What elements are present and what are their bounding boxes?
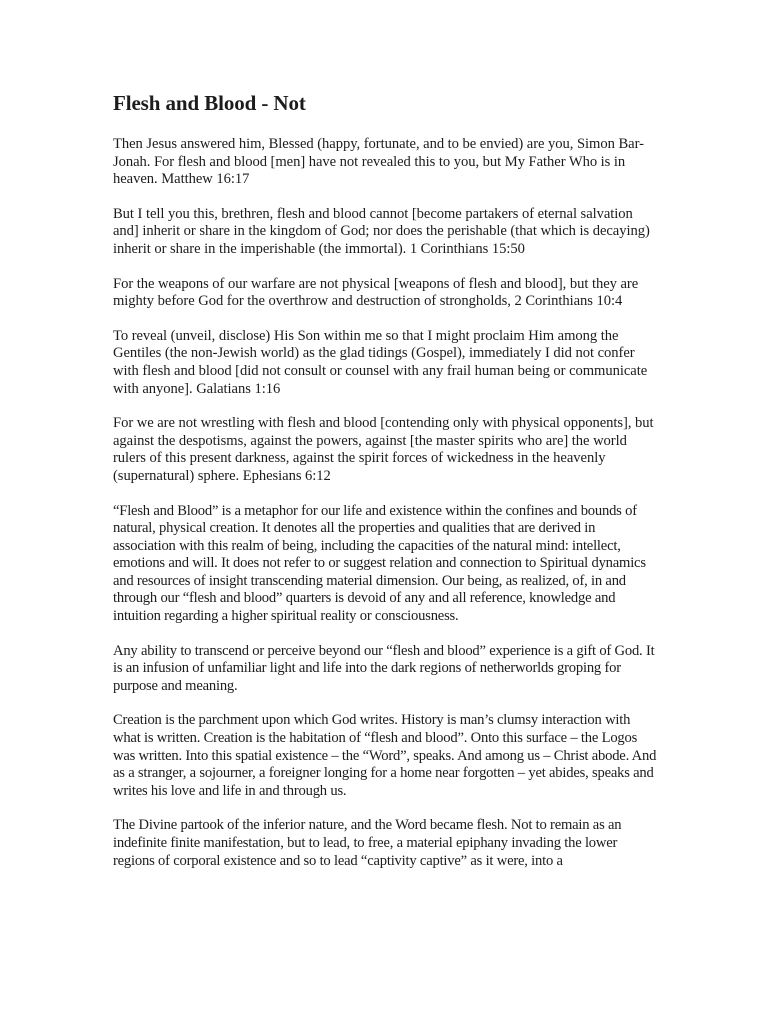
- paragraph-divine-partook: The Divine partook of the inferior nature, and the Word became flesh. Not to remain as an indefinite finite manifestation, but to lead, to free, a material epiphany invading the lower regions of corporal existence and so to lead “captivity captive” as it were, into a: [113, 817, 622, 869]
- paragraph-galatians-1-16: To reveal (unveil, disclose) His Son within me so that I might proclaim Him among the Gentiles (the non-Jewish world) as the glad tidings (Gospel), immediately I did not confer with flesh and blood [did not consult or counsel with any frail human being or communicate with anyone]. Galatians 1:16: [113, 327, 648, 397]
- paragraph-2-corinthians-10-4: For the weapons of our warfare are not physical [weapons of flesh and blood], but they are mighty before God for the overthrow and destruction of strongholds, 2 Corinthians 10:4: [113, 275, 639, 310]
- paragraph-creation-parchment: Creation is the parchment upon which God writes. History is man’s clumsy interaction with what is written. Creation is the habitation of “flesh and blood”. Onto this surface – the Logos was written. Into this spatial existence – the “Word”, speaks. And among us – Christ abode. And as a stranger, a sojourner, a foreigner longing for a home near forgotten – yet abides, speaks and writes his love and life in and through us.: [113, 712, 657, 799]
- paragraph-flesh-and-blood-metaphor: “Flesh and Blood” is a metaphor for our life and existence within the confines and bounds of natural, physical creation. It denotes all the properties and qualities that are derived in association with this realm of being, including the capacities of the natural mind: intellect, emotions and will. It does not refer to or suggest relation and connection to Spiritual dynamics and resources of insight transcending material dimension. Our being, as realized, of, in and through our “flesh and blood” quarters is devoid of any and all reference, knowledge and intuition regarding a higher spiritual reality or consciousness.: [113, 502, 646, 625]
- paragraph-1-corinthians-15-50: But I tell you this, brethren, flesh and blood cannot [become partakers of eternal salvation and] inherit or share in the kingdom of God; nor does the perishable (that which is decaying) inherit or share in the imperishable (the immortal). 1 Corinthians 15:50: [113, 205, 650, 257]
- paragraph-ephesians-6-12: For we are not wrestling with flesh and blood [contending only with physical opponents], but against the despotisms, against the powers, against [the master spirits who are] the world rulers of this present darkness, against the spirit forces of wickedness in the heavenly (supernatural) sphere. Ephesians 6:12: [113, 415, 654, 484]
- paragraph-matthew-16-17: Then Jesus answered him, Blessed (happy, fortunate, and to be envied) are you, Simon Bar-Jonah. For flesh and blood [men] have not revealed this to you, but My Father Who is in heaven. Matthew 16:17: [113, 136, 644, 188]
- document-body: [113, 90, 658, 887]
- paragraph-gift-of-god: Any ability to transcend or perceive beyond our “flesh and blood” experience is a gift of God. It is an infusion of unfamiliar light and life into the dark regions of netherworlds groping for purpose and meaning.: [113, 642, 655, 694]
- page-title: Flesh and Blood - Not: [113, 91, 306, 115]
